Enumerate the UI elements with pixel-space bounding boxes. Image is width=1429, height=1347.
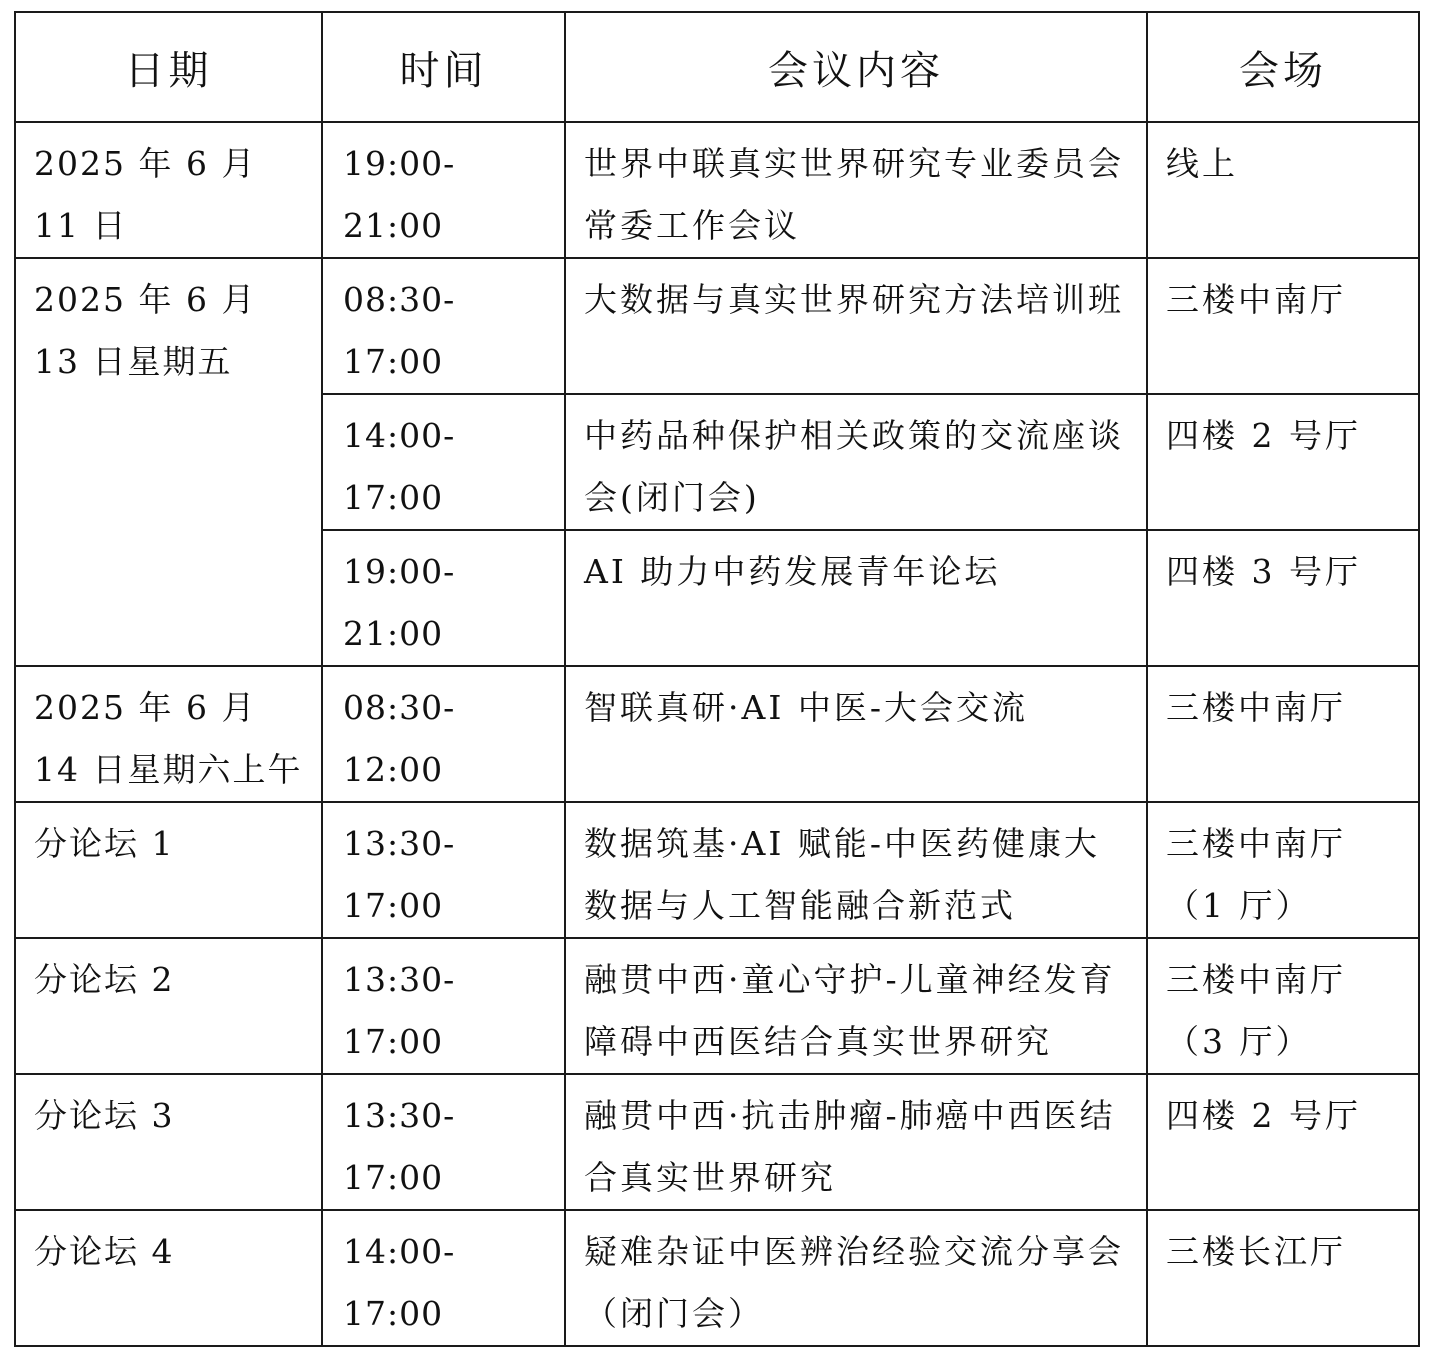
- table-row: [15, 1074, 1419, 1210]
- content-cell: 中药品种保护相关政策的交流座谈会(闭门会): [565, 394, 1147, 530]
- venue-cell: 三楼中南厅（1 厅）: [1147, 802, 1419, 938]
- date-cell: 2025 年 6 月 13 日星期五: [15, 258, 322, 666]
- date-cell: 分论坛 3: [15, 1074, 322, 1210]
- content-cell: 世界中联真实世界研究专业委员会常委工作会议: [565, 122, 1147, 258]
- header-date: 日期: [15, 12, 322, 122]
- content-cell: 数据筑基·AI 赋能-中医药健康大数据与人工智能融合新范式: [565, 802, 1147, 938]
- table-row: [15, 938, 1419, 1074]
- time-cell: 19:00-21:00: [322, 122, 565, 258]
- date-cell: 分论坛 2: [15, 938, 322, 1074]
- time-cell: 08:30-12:00: [322, 666, 565, 802]
- table-row: [15, 1210, 1419, 1346]
- venue-cell: 三楼中南厅: [1147, 258, 1419, 394]
- time-cell: 14:00-17:00: [322, 394, 565, 530]
- content-cell: 智联真研·AI 中医-大会交流: [565, 666, 1147, 802]
- table-row: [15, 802, 1419, 938]
- time-cell: 08:30-17:00: [322, 258, 565, 394]
- content-cell: 融贯中西·抗击肿瘤-肺癌中西医结合真实世界研究: [565, 1074, 1147, 1210]
- content-cell: 大数据与真实世界研究方法培训班: [565, 258, 1147, 394]
- content-cell: AI 助力中药发展青年论坛: [565, 530, 1147, 666]
- venue-cell: 四楼 2 号厅: [1147, 1074, 1419, 1210]
- date-cell: 2025 年 6 月 14 日星期六上午: [15, 666, 322, 802]
- venue-cell: 三楼中南厅: [1147, 666, 1419, 802]
- table-row: [15, 122, 1419, 258]
- content-cell: 融贯中西·童心守护-儿童神经发育障碍中西医结合真实世界研究: [565, 938, 1147, 1074]
- venue-cell: 三楼中南厅（3 厅）: [1147, 938, 1419, 1074]
- header-venue: 会场: [1147, 12, 1419, 122]
- date-cell: 分论坛 1: [15, 802, 322, 938]
- content-cell: 疑难杂证中医辨治经验交流分享会（闭门会）: [565, 1210, 1147, 1346]
- table-row: [15, 258, 1419, 394]
- venue-cell: 三楼长江厅: [1147, 1210, 1419, 1346]
- time-cell: 13:30-17:00: [322, 802, 565, 938]
- venue-cell: 四楼 3 号厅: [1147, 530, 1419, 666]
- time-cell: 13:30-17:00: [322, 1074, 565, 1210]
- date-cell: 2025 年 6 月 11 日: [15, 122, 322, 258]
- venue-cell: 四楼 2 号厅: [1147, 394, 1419, 530]
- schedule-table: [14, 11, 1420, 1347]
- header-row: [15, 12, 1419, 122]
- venue-cell: 线上: [1147, 122, 1419, 258]
- date-cell: 分论坛 4: [15, 1210, 322, 1346]
- header-content: 会议内容: [565, 12, 1147, 122]
- table-row: [15, 666, 1419, 802]
- time-cell: 19:00-21:00: [322, 530, 565, 666]
- header-time: 时间: [322, 12, 565, 122]
- time-cell: 14:00-17:00: [322, 1210, 565, 1346]
- time-cell: 13:30-17:00: [322, 938, 565, 1074]
